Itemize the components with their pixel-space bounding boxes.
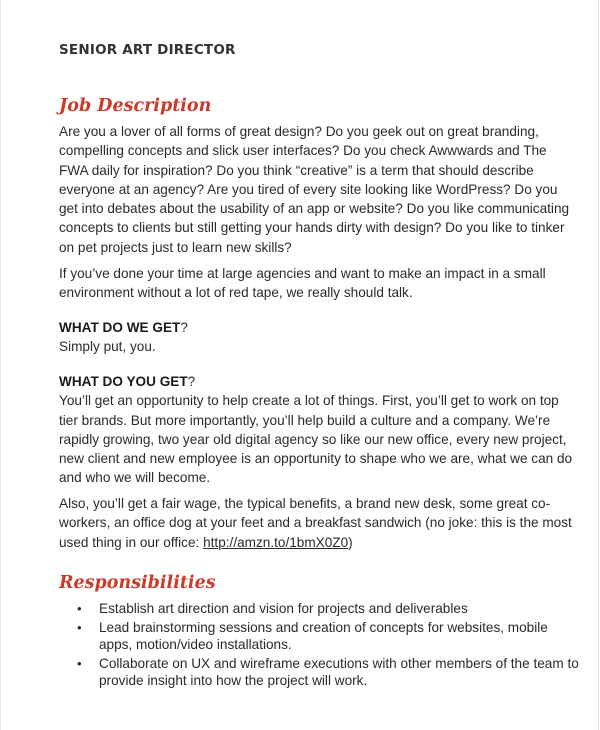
what-you-get-text: You’ll get an opportunity to help create a lot of things. First, you’ll get to work on top tier brands. But more importantly, you’ll help build a culture and a company. We’re rapidly growing, two year old digital agency so like our new office, every new project, new client and new employee is an opportunity to shape who we are, what we can do and who we will become. [59, 393, 573, 486]
what-you-get-heading [59, 372, 579, 391]
list-item [59, 619, 579, 654]
what-we-get-text: Simply put, you. [59, 339, 156, 355]
what-we-get-section [59, 318, 579, 357]
benefits-text-end: ) [348, 534, 353, 550]
list-item [59, 655, 579, 690]
job-description-heading: Job Description [59, 96, 212, 116]
bullet-icon: • [77, 655, 82, 671]
list-item-text: Lead brainstorming sessions and creation of concepts for websites, mobile apps, motion/video installations. [99, 619, 548, 653]
what-you-get-label: WHAT DO YOU GET [59, 374, 188, 389]
responsibilities-list [59, 600, 579, 691]
impact-paragraph: If you’ve done your time at large agencies and want to make an impact in a small environment without a lot of red tape, we really should talk. [59, 266, 546, 301]
list-item-text: Establish art direction and vision for projects and deliverables [99, 601, 468, 616]
list-item [59, 600, 579, 618]
what-we-get-punct: ? [180, 320, 188, 335]
benefits-paragraph [59, 494, 579, 552]
what-we-get-heading [59, 318, 579, 337]
what-you-get-section [59, 372, 579, 488]
amazon-link[interactable]: http://amzn.to/1bmX0Z0 [203, 534, 349, 550]
intro-paragraph: Are you a lover of all forms of great design? Do you geek out on great branding, compelling concepts and slick user interfaces? Do you check Awwwards and The FWA daily for inspiration? Do you think “creative” is a term that should describe everyone at an agency? Are you tired of every site looking like WordPress? Do you get into debates about the usability of an app or website? Do you like communicating concepts to clients but still getting your hands dirty with design? Do you like to tinker on pet projects just to learn new skills? [59, 124, 570, 255]
list-item-text: Collaborate on UX and wireframe executions with other members of the team to provide insight into how the project will work. [99, 655, 579, 689]
document-title: SENIOR ART DIRECTOR [59, 42, 236, 58]
bullet-icon: • [77, 619, 82, 635]
responsibilities-heading: Responsibilities [59, 573, 216, 593]
what-you-get-punct: ? [187, 374, 196, 389]
bullet-icon: • [77, 601, 82, 616]
benefits-text: Also, you’ll get a fair wage, the typical benefits, a brand new desk, some great co-workers, an office dog at your feet and a breakfast sandwich (no joke: this is the most used thing in our office: [59, 496, 572, 550]
what-we-get-label: WHAT DO WE GET [59, 320, 181, 335]
